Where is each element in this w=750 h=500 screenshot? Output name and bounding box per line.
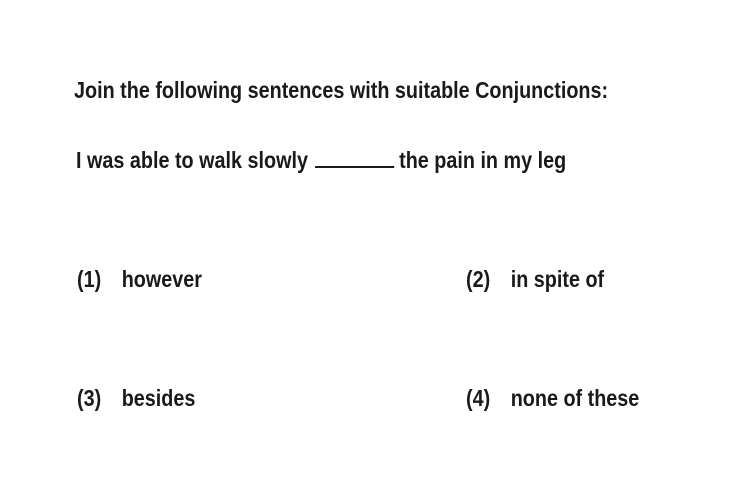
question-sentence [76,148,566,172]
option-4-label: none of these [510,385,640,411]
option-1-label: however [121,266,202,292]
option-2-number: (2) [466,266,491,292]
instruction-text: Join the following sentences with suitable Conjunctions: [74,77,609,103]
option-3[interactable] [77,387,195,410]
option-1[interactable] [77,268,202,291]
option-2[interactable] [466,268,604,291]
option-4[interactable] [466,387,639,410]
option-2-label: in spite of [510,266,605,292]
option-3-number: (3) [77,385,102,411]
option-3-label: besides [121,385,196,411]
option-4-number: (4) [466,385,491,411]
answer-blank [315,148,394,168]
question-after-blank: the pain in my leg [399,147,567,173]
option-1-number: (1) [77,266,102,292]
question-before-blank: I was able to walk slowly [76,147,308,173]
